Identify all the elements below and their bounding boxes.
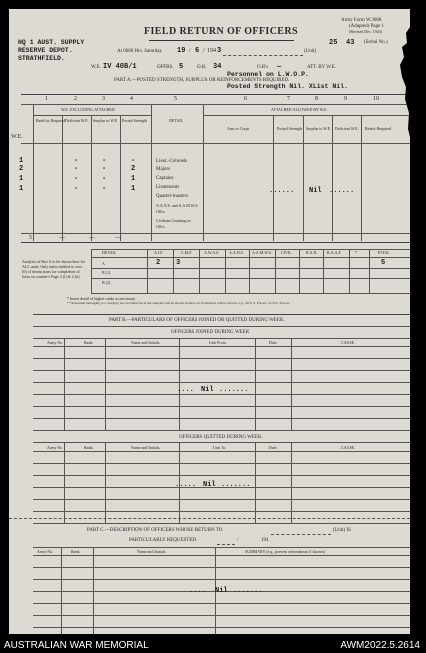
detail-h-aif: A.I.F. <box>154 250 164 255</box>
part-c-requested: PARTICULARLY REQUESTED. <box>129 538 198 543</box>
partc-h-rank: Rank. <box>71 549 81 554</box>
date-month: 6 <box>195 47 200 55</box>
joined-h-date: Date. <box>269 340 278 345</box>
joined-nil-trail: ....... <box>219 386 249 394</box>
attached-allowed-header: ATTACHED ALLOWED BY W.E. <box>271 107 328 112</box>
serial-suffix: 43 <box>346 39 355 47</box>
col-num-7: 7 <box>287 96 290 102</box>
rank-captains: Captains <box>156 176 174 181</box>
quitted-nil-trail: ....... <box>221 481 251 489</box>
part-c-title: PART C.—DESCRIPTION OF OFFICERS WHOSE RETURN TO <box>87 528 223 533</box>
unit-line-3: STRATHFIELD. <box>18 55 65 62</box>
col-num-5: 5 <box>174 96 177 102</box>
header-surplus-8: Surplus to W.E. <box>306 126 332 131</box>
serial-label: (Serial No.) <box>364 40 388 45</box>
col-num-6: 6 <box>244 96 247 102</box>
part-c-year: 194 <box>261 538 269 543</box>
or-value: 34 <box>213 63 222 71</box>
detail-total-value: 5 <box>381 259 386 267</box>
col1-row3: 1 <box>19 175 24 183</box>
unit-line-1: HQ 1 AUST. SUPPLY <box>18 39 85 46</box>
header-deficient: Deficient W.E. <box>65 118 89 123</box>
col-num-1: 1 <box>45 96 48 102</box>
col2-row3: - <box>74 175 79 183</box>
col1-row2: 2 <box>19 165 24 173</box>
joined-h-name: Name and Initials. <box>131 340 161 345</box>
rank-lieut-colonels: Lieut.-Colonels <box>156 159 188 164</box>
col3-row3: - <box>102 175 107 183</box>
detail-h-awas: A.W.A.S. <box>204 250 220 255</box>
col1-row1: 1 <box>19 157 24 165</box>
document-page: Army Form W.3008 (Adapted) Page 1 (Revised Dec. 1943) FIELD RETURN OF OFFICERS HQ 1 AUST. SUPPLY RESERVE DEPOT. STRATHFIELD. At 0600 Hrs. Saturday 19 / 6 / 194 3 (Unit) 25 43 (Serial No.) W.E. IV 40B/1 OFFRS. 5 O.R. 34 O.R's — ATT. BY W.E. Personnel on L.W.O.P. PART A.—POSTED STRENGTH, SURPLUS OR REINFORCEMENTS REQUIRED. Posted Strength Nil. XList Nil. 1 2 3 4 5 6 7 8 9 10 W.E. EXCLUDING ATTACHED ATTACHED ALLOWED BY W.E. Rank by Required Deficient W.E. Surplus to W.E. Posted Strength DETAIL Arm or Corps Posted Strength Surplus to W.E. Deficient W.E. Reinfs Required W.E. 1 2 1 1 - - - - - - - - - 2 1 1 Lieut.-Colonels Majors Captains Lieutenants Quarter-masters A.A.N.S. and A.A.M.W.S. Offrs. Civilians Counting as Offrs. ...... Nil ...... 5 — — — DETAIL A.I.F. C.M.F. A.W.A.S. A.A.N.S. A.A.M.W.S. CIVIL R.A.N. R.A.A.F. * TOTAL Analysis of Part A to be shown here for ALL units. Only units entitled to serv. (0) of instructions for completion of form on counter's Page 2 (i) & 2 (ii). A B (1) B (2) 2 3 5 * Insert detail of higher ranks as necessary. ** Personnel belonging to a category not provided for in the analysis will be shown in this Col. Particulars will be shown, e.g., 29 U.S. Forces, 10 N.Z. Forces. PART B.—PARTICULARS OF OFFICERS JOINED OR QUITTED DURING WEEK. OFFICERS JOINED DURING WEEK Army No. Rank. Name and Initials. Unit From. Date. CAUSE. .... Nil ....... OFFICERS QUITTED DURING WEEK. Army No. Rank. Name and Initials. Unit To. Date. CAUSE. ..... Nil ....... PART C.—DESCRIPTION OF OFFICERS WHOSE RETURN TO (Unit) IS PARTICULARLY REQUESTED. / 194 Army No. Rank. Name and Initials. SUMMARY (e.g., present whereabouts if known) .... Nil ....... <box>9 9 410 634</box>
detail-h-cmf: C.M.F. <box>181 250 193 255</box>
army-form-number: Army Form W.3008 <box>341 18 382 23</box>
quitted-nil-leader: ..... <box>175 481 197 489</box>
analysis-note: Analysis of Part A to be shown here for ALL units. Only units entitled to serv. (0) of instructions for completion of form on counter's Page 2 (i) & 2 (ii). <box>22 259 86 279</box>
quitted-h-rank: Rank. <box>84 445 94 450</box>
unit-line-2: RESERVE DEPOT. <box>18 47 73 54</box>
ors-value: — <box>277 63 282 71</box>
offrs-value: 5 <box>179 63 184 71</box>
year-digit: 3 <box>217 47 222 55</box>
joined-nil-leader: .... <box>177 386 194 394</box>
att-label: ATT. BY W.E. <box>307 65 337 70</box>
detail-aif-value: 2 <box>156 259 161 267</box>
joined-h-unit: Unit From. <box>209 340 227 345</box>
we-excluding-header: W.E. EXCLUDING ATTACHED <box>61 107 115 112</box>
col-num-10: 10 <box>373 96 379 102</box>
header-deficient-9: Deficient W.E. <box>335 126 359 131</box>
form-title: FIELD RETURN OF OFFICERS <box>144 26 298 37</box>
col3-row1: - <box>102 157 107 165</box>
we-value: IV 40B/1 <box>103 63 137 71</box>
year-prefix: 194 <box>207 48 216 54</box>
col2-row4: - <box>74 185 79 193</box>
joined-nil: Nil <box>201 386 214 394</box>
lwop-note: Personnel on L.W.O.P. <box>227 71 309 78</box>
col4-row4: 1 <box>131 185 136 193</box>
col-num-9: 9 <box>344 96 347 102</box>
archive-footer <box>0 638 426 653</box>
we-side-label: W.E. <box>11 134 23 140</box>
ors-label: O.R's <box>257 65 269 70</box>
col4-row3: 1 <box>131 175 136 183</box>
rank-lieutenants: Lieutenants <box>156 185 180 190</box>
we-label: W.E. <box>91 65 101 70</box>
serial-number: 25 <box>329 39 338 47</box>
header-rank-required: Rank by Required <box>36 118 66 123</box>
header-posted-7: Posted Strength <box>277 126 303 131</box>
total-row-1: 5 <box>29 235 32 241</box>
col4-row2: 2 <box>131 165 136 173</box>
offrs-label: OFFRS. <box>157 65 174 70</box>
header-detail: DETAIL <box>169 118 184 123</box>
date-day: 19 <box>177 47 186 55</box>
col2-row2: - <box>74 165 79 173</box>
col-num-8: 8 <box>315 96 318 102</box>
col4-row1: - <box>131 157 136 165</box>
joined-h-rank: Rank. <box>84 340 94 345</box>
total-row-3: — <box>89 235 95 241</box>
part-a-nil-trail: ...... <box>329 187 355 195</box>
detail-h-star: * <box>355 250 357 255</box>
joined-h-army-no: Army No. <box>47 340 64 345</box>
detail-h-aamws: A.A.M.W.S. <box>252 250 272 255</box>
detail-row-b2: B (2) <box>102 280 111 285</box>
rank-quartermasters: Quarter-masters <box>156 194 189 199</box>
part-a-nil: Nil <box>309 187 322 195</box>
col2-row1: - <box>74 157 79 165</box>
partc-nil-leader: .... <box>189 587 206 595</box>
partc-nil-trail: ....... <box>233 587 263 595</box>
col-num-3: 3 <box>102 96 105 102</box>
part-a-nil-leader: ...... <box>269 187 295 195</box>
joined-h-cause: CAUSE. <box>341 340 356 345</box>
quitted-title: OFFICERS QUITTED DURING WEEK. <box>179 435 263 440</box>
detail-h-total: TOTAL <box>377 250 390 255</box>
quitted-h-army-no: Army No. <box>47 445 64 450</box>
partc-h-summary: SUMMARY (e.g., present whereabouts if known) <box>245 549 325 554</box>
col1-row4: 1 <box>19 185 24 193</box>
quitted-h-date: Date. <box>269 445 278 450</box>
detail-h-ran: R.A.N. <box>306 250 318 255</box>
detail-h-civil: CIVIL <box>281 250 292 255</box>
detail-h-aans: A.A.N.S. <box>229 250 244 255</box>
rank-majors: Majors <box>156 167 171 172</box>
joined-title: OFFICERS JOINED DURING WEEK <box>171 330 250 335</box>
detail-cmf-value: 3 <box>176 259 181 267</box>
part-a-title: PART A.—POSTED STRENGTH, SURPLUS OR REINFORCEMENTS REQUIRED. <box>114 78 290 83</box>
torn-edge <box>380 9 410 239</box>
part-b-title: PART B.—PARTICULARS OF OFFICERS JOINED OR QUITTED DURING WEEK. <box>109 318 285 323</box>
revised-label: (Revised Dec. 1943) <box>349 29 382 34</box>
col-num-4: 4 <box>130 96 133 102</box>
col3-row2: - <box>102 165 107 173</box>
header-surplus: Surplus to W.E. <box>93 118 119 123</box>
detail-row-b1: B (1) <box>102 270 111 275</box>
header-arm: Arm or Corps <box>227 126 250 131</box>
quitted-h-unit: Unit To. <box>213 445 227 450</box>
footer-left: AUSTRALIAN WAR MEMORIAL <box>4 640 149 651</box>
partc-h-army-no: Army No. <box>37 549 54 554</box>
adapted-label: (Adapted) Page 1 <box>349 24 384 29</box>
footnote-2: ** Personnel belonging to a category not provided for in the analysis will be shown in this Col. Particulars will be shown, e.g., 29 U.S. Forces, 10 N.Z. Forces. <box>67 301 290 305</box>
partc-h-name: Name and Initials. <box>137 549 167 554</box>
col-num-2: 2 <box>74 96 77 102</box>
footnote-1: * Insert detail of higher ranks as necessary. <box>67 296 136 301</box>
part-c-unit-label: (Unit) IS <box>333 528 351 533</box>
total-row-2: — <box>59 235 65 241</box>
at-label: At 0600 Hrs. Saturday <box>117 49 162 54</box>
total-row-4: — <box>115 235 121 241</box>
header-posted: Posted Strength <box>122 118 148 123</box>
detail-h-raaf: R.A.A.F. <box>327 250 342 255</box>
posted-strength-note: Posted Strength Nil. XList Nil. <box>227 83 348 90</box>
header-reinfs: Reinfs Required <box>365 126 392 131</box>
footer-right: AWM2022.5.2614 <box>340 640 420 651</box>
unit-label: (Unit) <box>304 49 317 54</box>
detail-row-a: A <box>102 261 105 266</box>
quitted-nil: Nil <box>203 481 216 489</box>
quitted-h-name: Name and Initials. <box>131 445 161 450</box>
detail-h-detail: DETAIL <box>102 250 117 255</box>
rank-aans: A.A.N.S. and A.A.M.W.S. Offrs. <box>156 203 199 214</box>
partc-nil: Nil <box>215 587 228 595</box>
col3-row4: - <box>102 185 107 193</box>
or-label: O.R. <box>197 65 207 70</box>
quitted-h-cause: CAUSE. <box>341 445 356 450</box>
rank-civilians: Civilians Counting as Offrs. <box>156 218 191 229</box>
